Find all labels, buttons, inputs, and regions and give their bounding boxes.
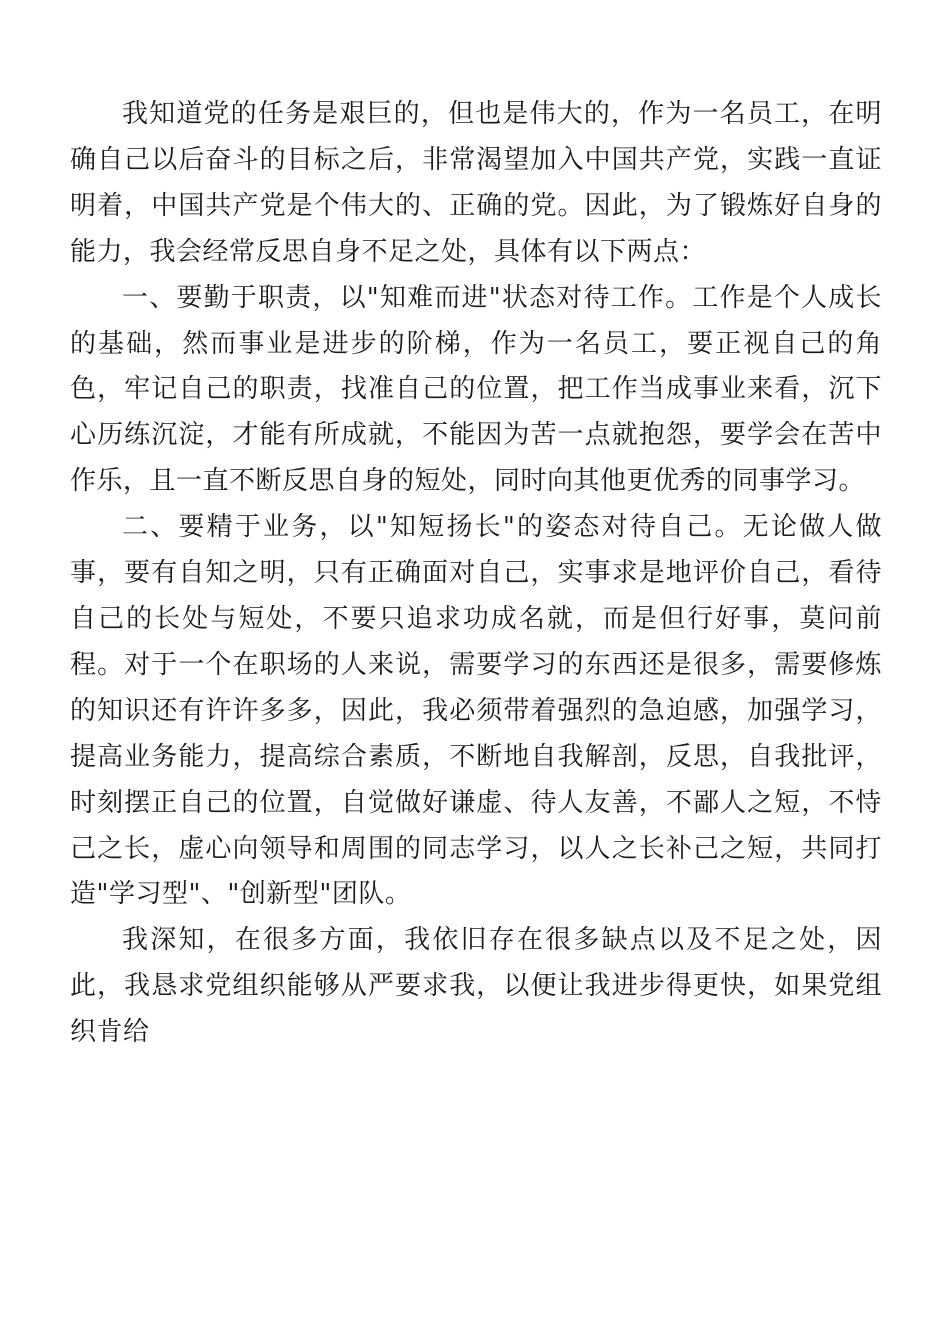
paragraph-closing: 我深知，在很多方面，我依旧存在很多缺点以及不足之处，因此，我恳求党组织能够从严要求我，以便让我进步得更快，如果党组织肯给: [70, 925, 882, 1048]
paragraph-point-two: 二、要精于业务，以"知短扬长"的姿态对待自己。无论做人做事，要有自知之明，只有正确面对自己，实事求是地评价自己，看待自己的长处与短处，不要只追求功成名就，而是但行好事，莫问前程。对于一个在职场的人来说，需要学习的东西还是很多，需要修炼的知识还有许许多多，因此，我必须带着强烈的急迫感，加强学习，提高业务能力，提高综合素质，不断地自我解剖，反思，自我批评，时刻摆正自己的位置，自觉做好谦虚、待人友善，不鄙人之短，不恃己之长，虚心向领导和周围的同志学习，以人之长补己之短，共同打造"学习型"、"创新型"团队。: [70, 512, 882, 910]
paragraph-intro: 我知道党的任务是艰巨的，但也是伟大的，作为一名员工，在明确自己以后奋斗的目标之后，非常渴望加入中国共产党，实践一直证明着，中国共产党是个伟大的、正确的党。因此，为了锻炼好自身的能力，我会经常反思自身不足之处，具体有以下两点：: [70, 99, 882, 267]
paragraph-point-one: 一、要勤于职责，以"知难而进"状态对待工作。工作是个人成长的基础，然而事业是进步的阶梯，作为一名员工，要正视自己的角色，牢记自己的职责，找准自己的位置，把工作当成事业来看，沉下心历练沉淀，才能有所成就，不能因为苦一点就抱怨，要学会在苦中作乐，且一直不断反思自身的短处，同时向其他更优秀的同事学习。: [70, 282, 882, 497]
document-body: [70, 92, 882, 1056]
